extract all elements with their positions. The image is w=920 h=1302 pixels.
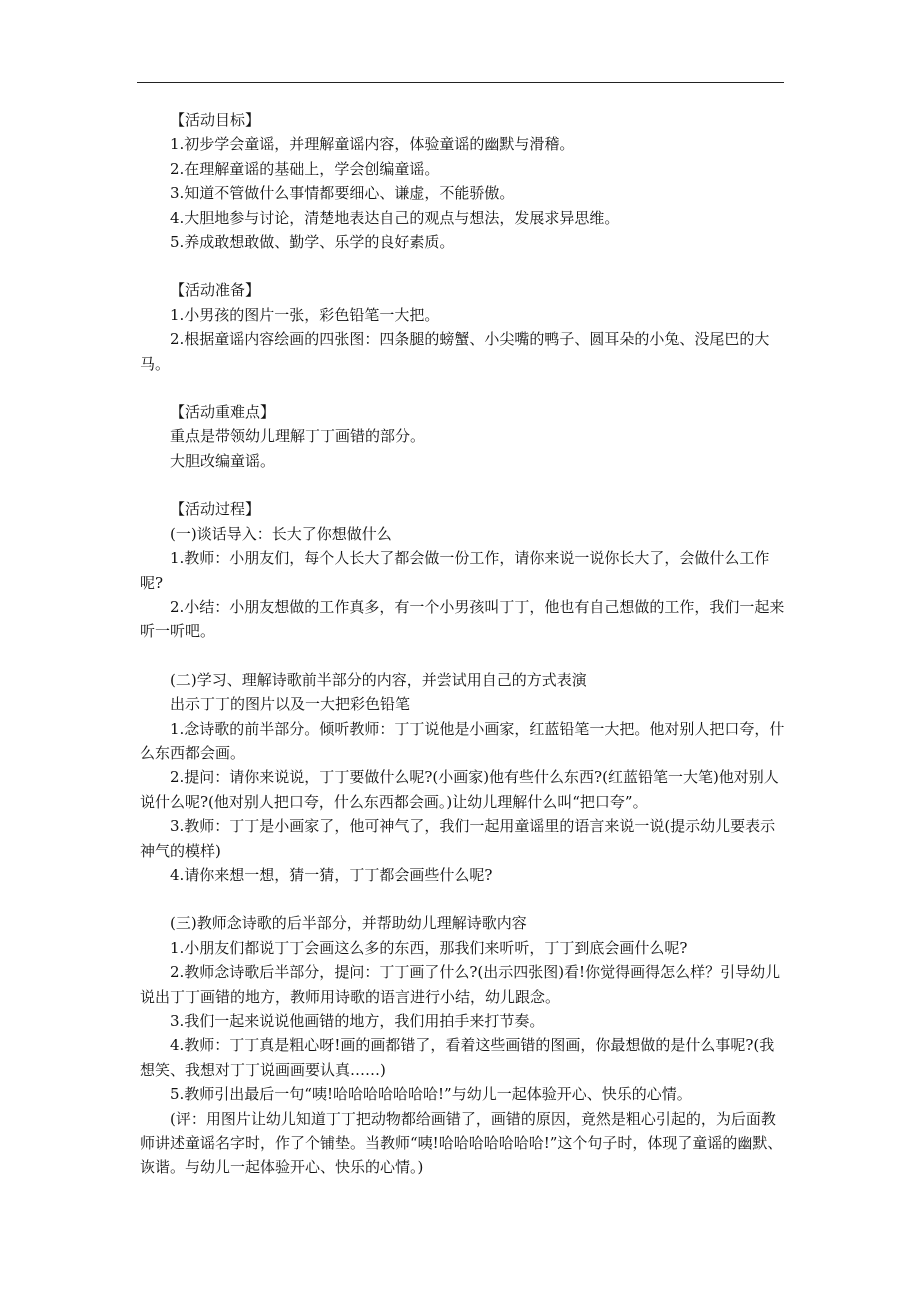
section bbox=[140, 108, 788, 254]
paragraph: 重点是带领幼儿理解丁丁画错的部分。 bbox=[170, 427, 426, 446]
paragraph: 5.教师引出最后一句“咦!哈哈哈哈哈哈哈!”与幼儿一起体验开心、快乐的心情。 bbox=[170, 1085, 692, 1104]
document-body bbox=[140, 108, 788, 1204]
paragraph: 2.提问：请你来说说，丁丁要做什么呢?(小画家)他有些什么东西?(红蓝铅笔一大笔)他对别人说什么呢?(他对别人把口夸，什么东西都会画。)让幼儿理解什么叫“把口夸”。 bbox=[140, 768, 779, 811]
section bbox=[140, 400, 788, 473]
paragraph: 1.初步学会童谣，并理解童谣内容，体验童谣的幽默与滑稽。 bbox=[170, 135, 575, 154]
paragraph: (一)谈话导入：长大了你想做什么 bbox=[170, 524, 392, 543]
paragraph: 出示丁丁的图片以及一大把彩色铅笔 bbox=[170, 695, 411, 714]
paragraph: 1.小朋友们都说丁丁会画这么多的东西，那我们来听听，丁丁到底会画什么呢? bbox=[170, 938, 688, 957]
paragraph: (二)学习、理解诗歌前半部分的内容，并尝试用自己的方式表演 bbox=[170, 670, 587, 689]
section-heading: 【活动准备】 bbox=[170, 281, 261, 300]
section bbox=[140, 497, 788, 643]
paragraph: 2.在理解童谣的基础上，学会创编童谣。 bbox=[170, 159, 440, 178]
section-heading: 【活动重难点】 bbox=[170, 403, 276, 422]
paragraph: 3.我们一起来说说他画错的地方，我们用拍手来打节奏。 bbox=[170, 1012, 545, 1030]
section bbox=[140, 668, 788, 888]
header-rule bbox=[137, 82, 784, 83]
paragraph: 1.小男孩的图片一张，彩色铅笔一大把。 bbox=[170, 305, 440, 324]
paragraph: 1.教师：小朋友们，每个人长大了都会做一份工作，请你来说一说你长大了，会做什么工作呢? bbox=[140, 549, 770, 592]
paragraph: (评：用图片让幼儿知道丁丁把动物都给画错了，画错的原因，竟然是粗心引起的，为后面教师讲述童谣名字时，作了个铺垫。当教师“咦!哈哈哈哈哈哈哈!”这个句子时，体现了童谣的幽默、诙谐。与幼儿一起体验开心、快乐的心情。) bbox=[140, 1109, 783, 1177]
paragraph: 1.念诗歌的前半部分。倾听教师：丁丁说他是小画家，红蓝铅笔一大把。他对别人把口夸，什么东西都会画。 bbox=[140, 719, 785, 762]
paragraph: 3.知道不管做什么事情都要细心、谦虚，不能骄傲。 bbox=[170, 184, 515, 203]
section-heading: 【活动目标】 bbox=[170, 111, 261, 129]
paragraph: 2.小结：小朋友想做的工作真多，有一个小男孩叫丁丁，他也有自己想做的工作，我们一起来听一听吧。 bbox=[140, 597, 785, 641]
paragraph: (三)教师念诗歌的后半部分，并帮助幼儿理解诗歌内容 bbox=[170, 914, 527, 933]
paragraph: 2.教师念诗歌后半部分，提问：丁丁画了什么?(出示四张图)看!你觉得画得怎么样？引导幼儿说出丁丁画错的地方，教师用诗歌的语言进行小结，幼儿跟念。 bbox=[140, 963, 781, 1006]
paragraph: 大胆改编童谣。 bbox=[170, 451, 276, 470]
paragraph: 5.养成敢想敢做、勤学、乐学的良好素质。 bbox=[170, 233, 455, 252]
paragraph: 4.教师：丁丁真是粗心呀!画的画都错了，看着这些画错的图画，你最想做的是什么事呢?(我想笑、我想对丁丁说画画要认真……) bbox=[140, 1036, 775, 1079]
paragraph: 2.根据童谣内容绘画的四张图：四条腿的螃蟹、小尖嘴的鸭子、圆耳朵的小兔、没尾巴的大马。 bbox=[140, 330, 770, 373]
paragraph: 3.教师：丁丁是小画家了，他可神气了，我们一起用童谣里的语言来说一说(提示幼儿要表示神气的模样) bbox=[140, 817, 776, 860]
section bbox=[140, 278, 788, 376]
paragraph: 4.请你来想一想，猜一猜，丁丁都会画些什么呢? bbox=[170, 865, 493, 884]
paragraph: 4.大胆地参与讨论，清楚地表达自己的观点与想法，发展求异思维。 bbox=[170, 208, 620, 227]
section-heading: 【活动过程】 bbox=[170, 500, 261, 519]
section bbox=[140, 911, 788, 1179]
